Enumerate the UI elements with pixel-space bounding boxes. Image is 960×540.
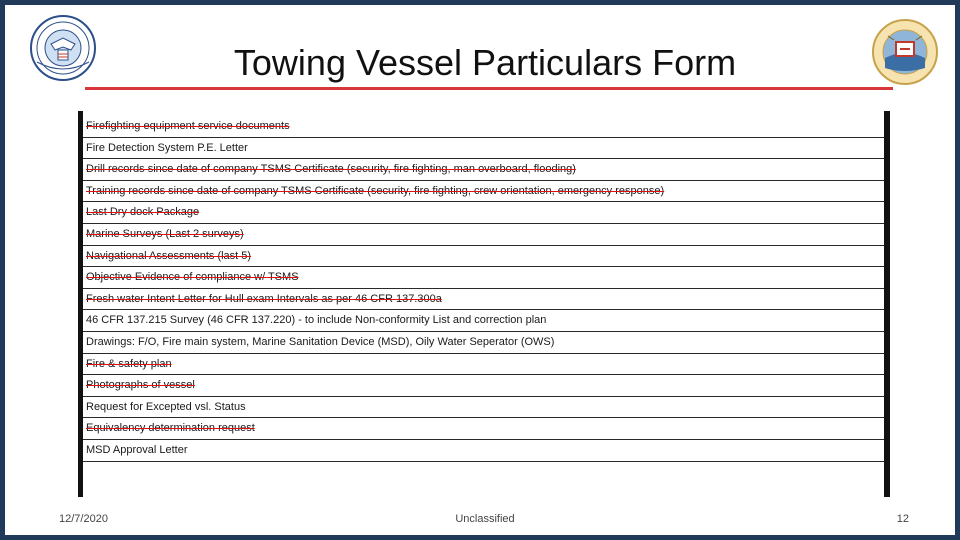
table-row	[83, 246, 884, 268]
row-label: 46 CFR 137.215 Survey (46 CFR 137.220) - to include Non-conformity List and correction plan	[86, 314, 547, 327]
row-label: Fire Detection System P.E. Letter	[86, 141, 248, 154]
table-row	[83, 116, 884, 138]
row-label: Drawings: F/O, Fire main system, Marine Sanitation Device (MSD), Oily Water Seperator (OWS)	[86, 335, 555, 348]
slide-title: Towing Vessel Particulars Form	[233, 42, 737, 83]
row-label: MSD Approval Letter	[86, 443, 188, 456]
row-label: Request for Excepted vsl. Status	[86, 400, 246, 413]
requirements-table	[78, 111, 891, 497]
table-row	[83, 159, 884, 181]
footer-classification: Unclassified	[455, 513, 515, 525]
table-row	[83, 138, 884, 160]
row-label: Fresh water Intent Letter for Hull exam Intervals as per 46 CFR 137.300a	[86, 292, 442, 305]
row-label: Marine Surveys (Last 2 surveys)	[86, 227, 244, 240]
row-label: Firefighting equipment service documents	[86, 120, 290, 132]
title-underline	[85, 87, 893, 90]
row-label: Photographs of vessel	[86, 379, 195, 392]
table-rows	[83, 116, 884, 462]
table-row	[83, 440, 884, 462]
row-label: Equivalency determination request	[86, 422, 255, 435]
footer-page-number: 12	[896, 513, 909, 525]
row-label: Navigational Assessments (last 5)	[86, 249, 252, 262]
row-label: Last Dry dock Package	[86, 206, 200, 219]
table-row	[83, 418, 884, 440]
table-row	[83, 332, 884, 354]
table-row	[83, 397, 884, 419]
row-label: Fire & safety plan	[86, 357, 172, 370]
table-row	[83, 375, 884, 397]
table-row	[83, 202, 884, 224]
table-row	[83, 354, 884, 376]
table-right-border	[884, 111, 890, 497]
footer-date: 12/7/2020	[59, 513, 108, 525]
table-row	[83, 224, 884, 246]
row-label: Training records since date of company TSMS Certificate (security, fire fighting, crew orientation, emergency response)	[86, 184, 665, 197]
table-row	[83, 181, 884, 203]
dhs-seal-icon	[17, 14, 109, 82]
table-row	[83, 310, 884, 332]
coast-guard-sector-seal-icon	[860, 18, 950, 86]
table-row	[83, 289, 884, 311]
row-label: Objective Evidence of compliance w/ TSMS	[86, 271, 299, 284]
table-row	[83, 267, 884, 289]
row-label: Drill records since date of company TSMS Certificate (security, fire fighting, man overboard, flooding)	[86, 163, 576, 176]
